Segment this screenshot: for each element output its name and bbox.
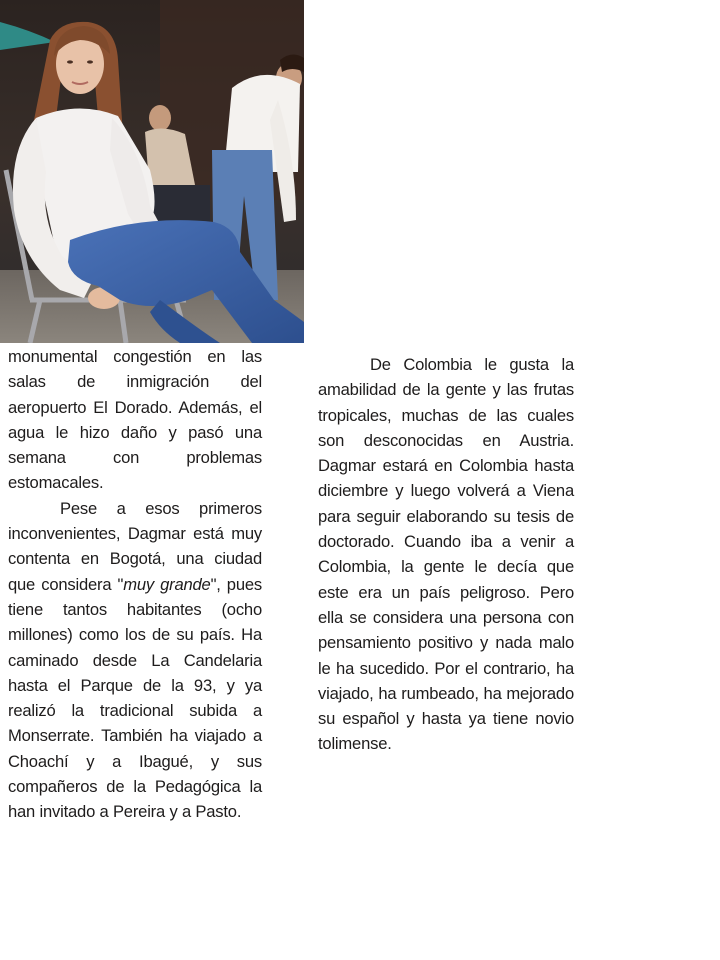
left-paragraph-2-text-b: ", pues tiene tantos habitantes (ocho millones) como los de su país. Ha caminado desde La Candelaria hasta el Parque de la 93, y ya realizó la tradicional subida a Monserrate. También ha viajado a Choachí y a Ibagué, y sus compañeros de la Pedagógica la han invitado a Pereira y a Pasto. [8, 574, 262, 822]
left-paragraph-2-text-a: Pese a esos primeros inconvenientes, Dagmar está muy contenta en Bogotá, una ciudad que considera " [8, 498, 262, 594]
article-photo [0, 0, 304, 343]
right-paragraph-1: De Colombia le gusta la amabilidad de la gente y las frutas tropicales, muchas de las cuales son desconocidas en Austria. Dagmar estará en Colombia hasta diciembre y luego volverá a Viena para seguir elaborando su tesis de doctorado. Cuando iba a venir a Colombia, la gente le decía que este era un país peligroso. Pero ella se considera una persona con pensamiento positivo y nada malo le ha sucedido. Por el contrario, ha viajado, ha rumbeado, ha mejorado su español y hasta ya tiene novio tolimense. [318, 355, 574, 754]
left-paragraph-2 [8, 496, 262, 825]
article-left-column [8, 344, 262, 825]
left-paragraph-2-italic: muy grande [123, 574, 211, 594]
left-paragraph-1: monumental congestión en las salas de inmigración del aeropuerto El Dorado. Además, el agua le hizo daño y pasó una semana con problemas estomacales. [8, 347, 262, 493]
article-right-column [318, 352, 574, 757]
